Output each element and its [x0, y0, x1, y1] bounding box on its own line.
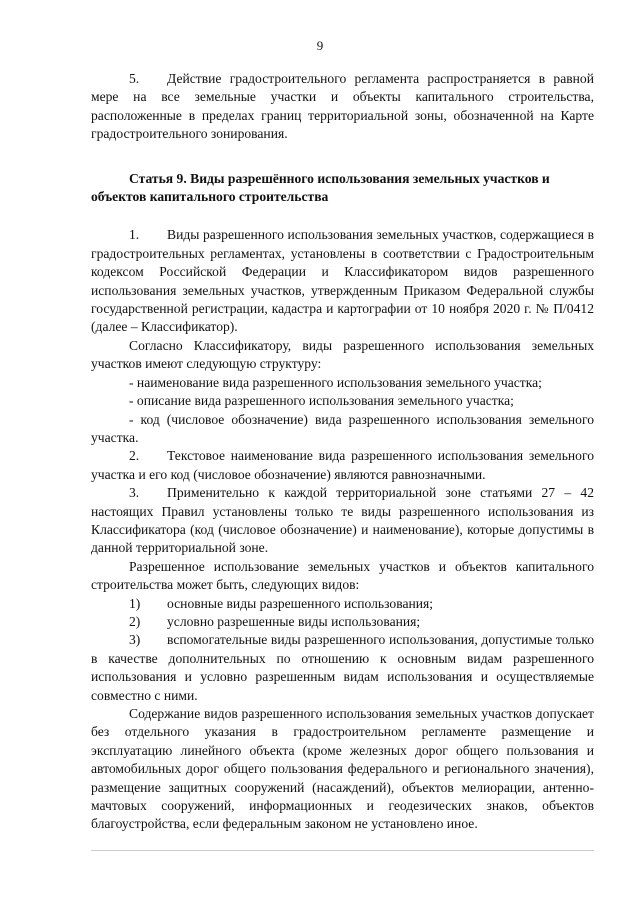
paragraph-text: Текстовое наименование вида разрешенного использования земельного участка и его код (числовое обозначение) являются равнозначными.: [91, 448, 594, 482]
paragraph-number: 1.: [129, 227, 140, 243]
type-item: [91, 613, 594, 631]
item-text: условно разрешенные виды использования;: [167, 613, 421, 629]
paragraph-3: [91, 484, 594, 558]
item-text: основные виды разрешенного использования;: [167, 595, 434, 611]
paragraph-number: 5.: [129, 71, 140, 86]
item-number: 2): [129, 613, 141, 629]
item-text: вспомогательные виды разрешенного использования, допустимые только в качестве дополнительных по отношению к основным видам разрешенного использования и условно разрешенным видам использования и осуществляемые совместно с ними.: [91, 632, 594, 703]
paragraph-text: Применительно к каждой территориальной зоне статьями 27 – 42 настоящих Правил установлены только те виды разрешенного использования из Классификатора (код (числовое обозначение) и наименование), которые допустимы в данной территориальной зоне.: [91, 485, 594, 556]
page-number: 9: [316, 38, 324, 53]
paragraph-structure: Согласно Классификатору, виды разрешенного использования земельных участков имеют следующую структуру:: [91, 337, 594, 372]
footer-divider: [91, 850, 594, 851]
article-heading: Статья 9. Виды разрешённого использования земельных участков и объектов капитального строительства: [91, 170, 550, 205]
dash-item: - наименование вида разрешенного использования земельного участка;: [129, 374, 542, 390]
document-body: [91, 70, 594, 834]
paragraph-content: Содержание видов разрешенного использования земельных участков допускает без отдельного указания в градостроительном регламенте размещение и эксплуатацию линейного объекта (кроме железных дорог общего пользования и автомобильных дорог общего пользования федерального и регионального значения), размещение защитных сооружений (насаждений), объектов мелиорации, антенно-мачтовых сооружений, информационных и геодезических знаков, объектов благоустройства, если федеральным законом не установлено иное.: [91, 706, 594, 832]
paragraph-2: [91, 447, 594, 484]
paragraph-number: 3.: [129, 485, 140, 501]
paragraph-1: [91, 226, 594, 336]
dash-item: - код (числовое обозначение) вида разрешенного использования земельного участка.: [91, 411, 594, 445]
type-item: [91, 631, 594, 705]
paragraph-types: Разрешенное использование земельных участков и объектов капитального строительства может быть, следующих видов:: [91, 558, 594, 593]
paragraph-text: Действие градостроительного регламента распространяется в равной мере на все земельные участки и объекты капитального строительства, расположенные в пределах границ территориальной зоны, обозначенной на Карте градостроительного зонирования.: [91, 71, 594, 142]
dash-item: - описание вида разрешенного использования земельного участка;: [129, 393, 514, 409]
paragraph-5: [91, 70, 594, 144]
type-item: [91, 595, 594, 613]
paragraph-number: 2.: [129, 448, 140, 464]
item-number: 1): [129, 595, 141, 611]
item-number: 3): [129, 632, 141, 648]
paragraph-text: Виды разрешенного использования земельных участков, содержащиеся в градостроительных регламентах, установлены в соответствии с Градостроительным кодексом Российской Федерации и Классификатором видов разрешенного использования земельных участков, утвержденным Приказом Федеральной службы государственной регистрации, кадастра и картографии от 10 ноября 2020 г. № П/0412 (далее – Классификатор).: [91, 227, 594, 335]
